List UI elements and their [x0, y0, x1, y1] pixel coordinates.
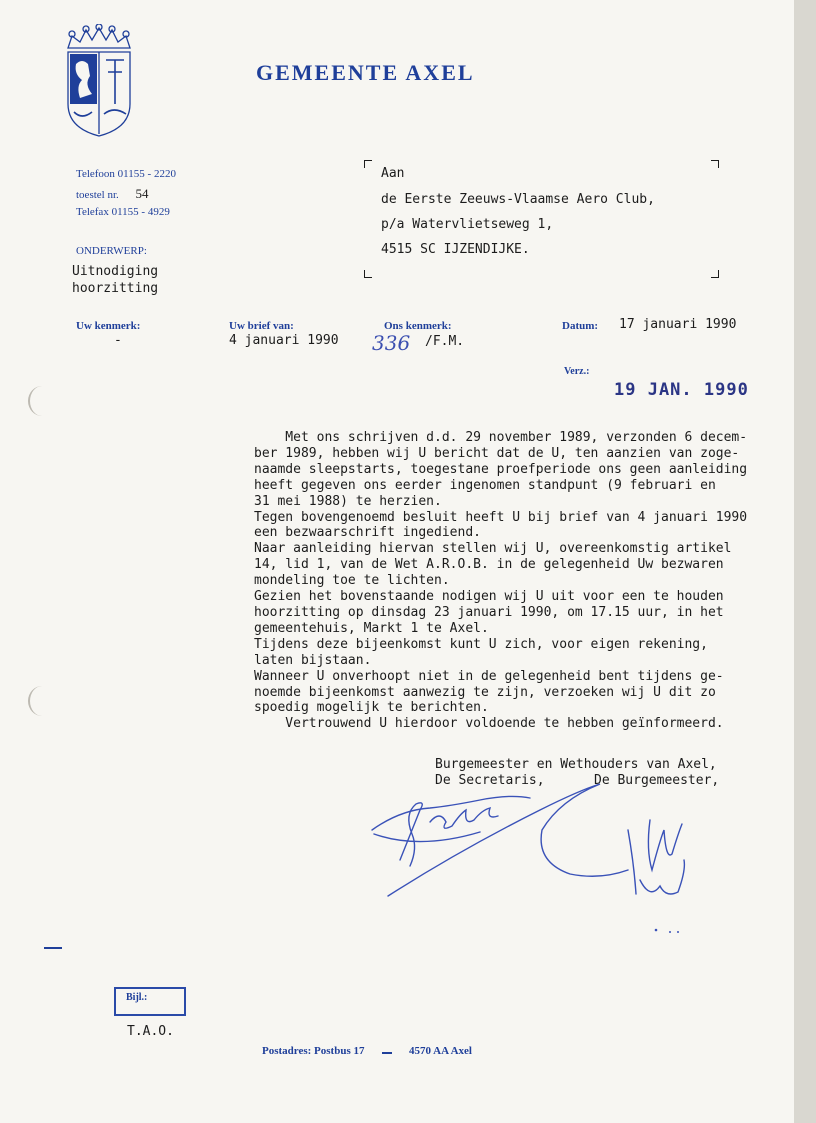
handwritten-signatures — [360, 770, 720, 950]
body-line: een bezwaarschrift ingediend. — [254, 525, 481, 541]
body-line: Vertrouwend U hierdoor voldoende te hebben geïnformeerd. — [254, 716, 724, 732]
body-line: hoorzitting op dinsdag 23 januari 1990, om 17.15 uur, in het — [254, 604, 724, 620]
toestel-value: 54 — [135, 186, 149, 201]
body-line: heeft gegeven ons eerder ingenomen standpunt (9 februari en — [254, 477, 716, 493]
letter-body — [254, 430, 747, 732]
address-corner-tr — [711, 160, 719, 168]
datum-label: Datum: — [562, 320, 599, 332]
subject-line-2: hoorzitting — [72, 281, 159, 296]
telefoon-line: Telefoon 01155 - 2220 — [76, 168, 176, 180]
body-line: noemde bijeenkomst aanwezig te zijn, verzoeken wij U dit zo — [254, 684, 716, 700]
tao-note: T.A.O. — [127, 1024, 174, 1039]
bijlage-box — [114, 987, 186, 1016]
closing-line: Burgemeester en Wethouders van Axel, — [435, 757, 717, 772]
body-line: ber 1989, hebben wij U bericht dat de U, ten aanzien van zoge- — [254, 445, 740, 461]
body-line: Tegen bovengenoemd besluit heeft U bij brief van 4 januari 1990 — [254, 509, 748, 525]
fold-mark — [44, 947, 62, 949]
body-line: Tijdens deze bijeenkomst kunt U zich, voor eigen rekening, — [254, 636, 708, 652]
toestel-line — [76, 186, 149, 202]
postadres-dash — [382, 1052, 392, 1054]
verz-label: Verz.: — [564, 366, 590, 377]
ons-kenmerk-handwritten-number: 336 — [372, 331, 411, 355]
body-line: gemeentehuis, Markt 1 te Axel. — [254, 620, 489, 636]
recipient-line-3: 4515 SC IJZENDIJKE. — [381, 242, 530, 257]
closing-burgemeester: De Burgemeester, — [594, 773, 720, 788]
address-corner-br — [711, 270, 719, 278]
body-line: Wanneer U onverhoopt niet in de gelegenheid bent tijdens ge- — [254, 668, 724, 684]
body-line: Met ons schrijven d.d. 29 november 1989, verzonden 6 decem- — [254, 430, 748, 445]
closing-secretaris: De Secretaris, — [435, 773, 545, 788]
coat-of-arms-icon — [62, 24, 136, 138]
subject-line-1: Uitnodiging — [72, 264, 159, 279]
body-line: naamde sleepstarts, toegestane proefperiode ons geen aanleiding — [254, 461, 748, 477]
address-corner-bl — [364, 270, 372, 278]
body-line: 14, lid 1, van de Wet A.R.O.B. in de gelegenheid Uw bezwaren — [254, 557, 724, 573]
bijl-label: Bijl.: — [126, 992, 148, 1003]
postcode: 4570 AA Axel — [409, 1045, 472, 1057]
ons-kenmerk-suffix: /F.M. — [425, 334, 465, 349]
page-edge — [794, 0, 816, 1123]
toestel-label: toestel nr. — [76, 189, 119, 201]
punch-hole-upper — [28, 386, 56, 416]
body-line: laten bijstaan. — [254, 652, 372, 668]
uw-brief-value: 4 januari 1990 — [229, 333, 339, 348]
ons-kenmerk-label: Ons kenmerk: — [384, 320, 452, 332]
uw-kenmerk-label: Uw kenmerk: — [76, 320, 141, 332]
body-line: 31 mei 1988) te herzien. — [254, 493, 442, 509]
uw-brief-label: Uw brief van: — [229, 320, 294, 332]
verz-date-stamp: 19 JAN. 1990 — [614, 380, 749, 400]
punch-hole-lower — [28, 686, 56, 716]
recipient-line-2: p/a Watervlietseweg 1, — [381, 217, 554, 232]
body-line: Naar aanleiding hiervan stellen wij U, overeenkomstig artikel — [254, 541, 732, 557]
uw-kenmerk-value: - — [114, 333, 122, 348]
body-line: spoedig mogelijk te berichten. — [254, 700, 489, 716]
telefax-line: Telefax 01155 - 4929 — [76, 206, 170, 218]
municipality-title: GEMEENTE AXEL — [256, 60, 475, 85]
datum-value: 17 januari 1990 — [619, 317, 737, 332]
postadres: Postadres: Postbus 17 — [262, 1045, 365, 1057]
recipient-aan: Aan — [381, 166, 405, 181]
body-line: mondeling toe te lichten. — [254, 573, 450, 589]
address-corner-tl — [364, 160, 372, 168]
recipient-line-1: de Eerste Zeeuws-Vlaamse Aero Club, — [381, 192, 655, 207]
body-line: Gezien het bovenstaande nodigen wij U uit voor een te houden — [254, 589, 724, 605]
subject-label: ONDERWERP: — [76, 245, 147, 257]
